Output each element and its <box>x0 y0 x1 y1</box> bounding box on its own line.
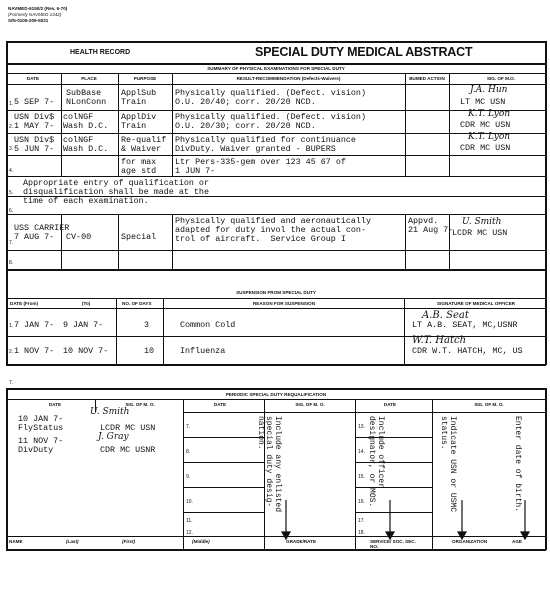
vertical-note-organization: Indicate USN or USMC status. <box>439 416 457 513</box>
exam-place: SubBase NLonConn <box>66 88 107 107</box>
exam-result: Physically qualified and aeronautically adapted for duty invol the actual con- trol of aircraft. Service Group I <box>175 216 372 244</box>
requal-entry-text: 11 NOV 7- DivDuty <box>18 436 64 455</box>
requal-title: PERIODIC SPECIAL DUTY REQUALIFICATION <box>225 392 327 397</box>
summary-col-result: RESULT-RECOMMENDATION (Defects-Waivers) <box>236 76 341 81</box>
suspension-col-from: DATE (From) <box>10 301 38 306</box>
line-number: 10. <box>186 499 193 505</box>
requal-col-sig-3: SIG. OF M. O. <box>474 402 504 407</box>
footer-age: AGE <box>512 539 522 544</box>
instruction-note: Appropriate entry of qualification or disqualification shall be made at the time of each examination. <box>23 178 209 206</box>
line-number: 9. <box>186 474 191 480</box>
exam-place: colNGF Wash D.C. <box>63 112 109 131</box>
medical-officer-signature: U. Smith <box>462 217 502 227</box>
row-number: 7. <box>9 240 14 246</box>
line-number: 13. <box>358 424 365 430</box>
row-number: 6. <box>9 208 14 214</box>
row-number: 3. <box>9 146 14 152</box>
suspension-from: 1 NOV 7- <box>14 346 55 356</box>
requal-col-date-2: DATE <box>213 402 227 407</box>
requal-col-sig-2: SIG. OF M. O. <box>295 402 325 407</box>
exam-date: USN Div$ 1 MAY 7- <box>14 112 55 131</box>
health-record-label: HEALTH RECORD <box>70 49 131 56</box>
suspension-from: 7 JAN 7- <box>14 320 55 330</box>
medical-officer-title: LT MC USN <box>460 97 506 107</box>
medical-officer-title: CDR MC USN <box>460 143 511 153</box>
exam-result: Physically qualified for continuance DivDuty. Waiver granted - BUPERS <box>175 135 356 154</box>
medical-officer-signature: U. Smith <box>90 407 130 417</box>
suspension-to: 9 JAN 7- <box>63 320 104 330</box>
exam-purpose: ApplSub Train <box>121 88 157 107</box>
suspension-col-to: (To) <box>82 301 91 306</box>
line-number: 7. <box>186 424 191 430</box>
requal-col-sig: SIG. OF M. O. <box>125 402 155 407</box>
medical-officer-signature: K.T. Lyon <box>468 132 511 142</box>
line-number: 18. <box>358 530 365 536</box>
exam-date: USN Div$ 5 JUN 7- <box>14 135 55 154</box>
form-former-number: (Formerly NAVMED 1342) <box>8 12 62 17</box>
vertical-note-service: Include officer designator, or MOS. <box>367 416 385 508</box>
summary-col-date: DATE <box>26 76 40 81</box>
exam-purpose: Re-qualif & Waiver <box>121 135 167 154</box>
exam-date: 5 SEP 7- <box>14 97 55 107</box>
medical-officer-signature: J.A. Hun <box>470 85 508 95</box>
exam-purpose: Special <box>121 231 157 242</box>
vertical-note-grade: Include any enlisted special duty desig- nation. <box>255 416 282 513</box>
footer-first: (First) <box>122 539 136 544</box>
footer-organization: ORGANIZATION <box>452 539 488 544</box>
exam-place: colNGF Wash D.C. <box>63 135 109 154</box>
exam-place: CV-00 <box>66 231 92 242</box>
exam-result: Ltr Pers-335-gem over 123 45 67 of 1 JUN 7- <box>175 157 346 176</box>
footer-last: (Last) <box>66 539 79 544</box>
row-number: 5. <box>9 190 14 196</box>
row-number: 4. <box>9 168 14 174</box>
line-number: 12. <box>186 530 193 536</box>
requal-col-date: DATE <box>48 402 62 407</box>
line-number: 15. <box>358 474 365 480</box>
suspension-col-reason: REASON FOR SUSPENSION <box>252 301 316 306</box>
medical-officer-title: CDR MC USNR <box>100 445 156 455</box>
footer-service: SERVICE/ SOC. SEC. NO. <box>370 539 416 549</box>
medical-officer-title: LCDR MC USN <box>100 423 156 433</box>
summary-col-sig: SIG. OF M.O. <box>486 76 516 81</box>
summary-col-purpose: PURPOSE <box>133 76 157 81</box>
suspension-to: 10 NOV 7- <box>63 346 109 356</box>
page-title: SPECIAL DUTY MEDICAL ABSTRACT <box>255 45 473 59</box>
requal-col-date-3: DATE <box>383 402 397 407</box>
arrow-icons <box>270 500 542 540</box>
medical-officer-title: CDR W.T. HATCH, MC, US <box>412 346 523 356</box>
row-number: 2. <box>9 124 14 130</box>
medical-officer-signature: K.T. Lyon <box>468 109 511 119</box>
row-number: 1. <box>9 101 14 107</box>
medical-officer-signature: A.B. Seat <box>422 310 469 321</box>
line-number: 14. <box>358 449 365 455</box>
summary-col-place: PLACE <box>81 76 97 81</box>
medical-officer-signature: W.T. Hatch <box>412 335 467 346</box>
footer-middle: (Middle) <box>192 539 210 544</box>
medical-officer-title: LCDR MC USN <box>452 228 508 238</box>
summary-col-action: BUMED ACTION <box>409 76 445 81</box>
form-number: NAVMED-6150/2 (Rev. 6-70) <box>8 6 68 11</box>
suspension-reason: Influenza <box>180 346 226 356</box>
suspension-reason: Common Cold <box>180 320 236 330</box>
vertical-note-age: Enter date of birth. <box>513 416 522 513</box>
exam-purpose: ApplDiv Train <box>121 112 157 131</box>
bumed-action: Appvd. 21 Aug 7- <box>408 216 454 235</box>
exam-result: Physically qualified. (Defect. vision) O.U. 20/30; corr. 20/20 NCD. <box>175 112 366 131</box>
medical-officer-signature: J. Gray <box>98 432 129 442</box>
footer-grade: GRADE/RATE <box>286 539 317 544</box>
exam-result: Physically qualified. (Defect. vision) O.U. 20/40; corr. 20/20 NCD. <box>175 88 366 107</box>
line-number: 11. <box>186 518 193 524</box>
footer-name: NAME <box>9 539 23 544</box>
line-number: 8. <box>186 449 191 455</box>
summary-title: SUMMARY OF PHYSICAL EXAMINATIONS FOR SPECIAL DUTY <box>207 66 345 71</box>
suspension-days: 10 <box>144 346 155 356</box>
stock-number: S/N-0105-209-5021 <box>8 18 49 23</box>
medical-officer-title: LT A.B. SEAT, MC,USNR <box>412 320 518 330</box>
suspension-col-days: NO. OF DAYS <box>122 301 152 306</box>
row-number: 8. <box>9 260 14 266</box>
row-number: 2. <box>9 349 14 355</box>
suspension-title: SUSPENSION FROM SPECIAL DUTY <box>236 290 316 295</box>
row-number: 1. <box>9 323 14 329</box>
suspension-days: 3 <box>144 320 150 330</box>
exam-purpose: for max age std <box>121 157 157 176</box>
line-number: 16. <box>358 499 365 505</box>
suspension-col-sig: SIGNATURE OF MEDICAL OFFICER <box>437 301 515 306</box>
requal-entry-text: 10 JAN 7- FlyStatus <box>18 414 64 433</box>
line-number: 17. <box>358 518 365 524</box>
medical-officer-title: CDR MC USN <box>460 120 511 130</box>
exam-date: USS CARRIER 7 AUG 7- <box>14 223 70 242</box>
